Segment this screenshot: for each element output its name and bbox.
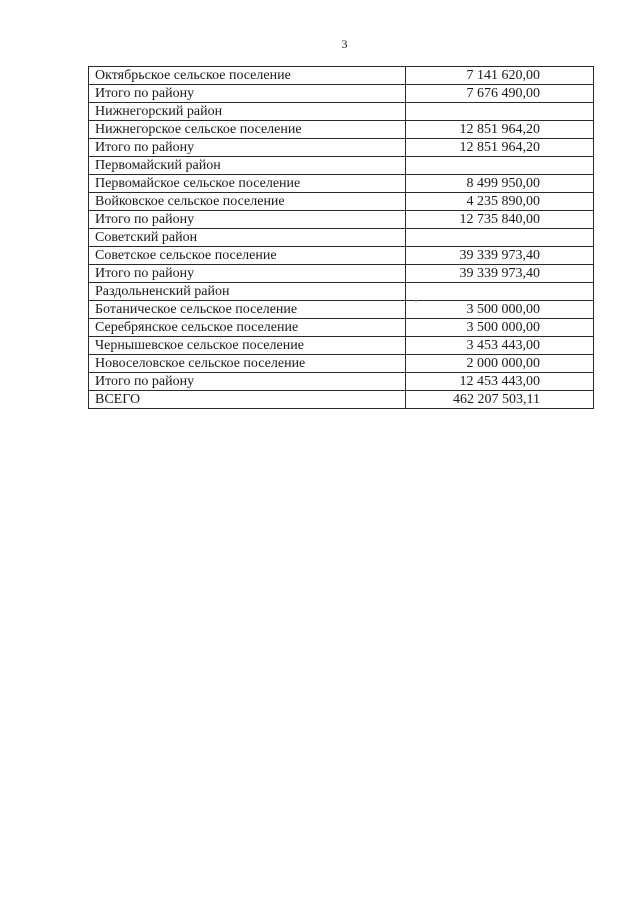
district-heading: Советский район [89, 229, 406, 247]
table-row [89, 301, 594, 319]
table-row [89, 103, 594, 121]
district-heading: Раздольненский район [89, 283, 406, 301]
settlement-name: Первомайское сельское поселение [89, 175, 406, 193]
page-number: 3 [341, 37, 348, 51]
table-row [89, 67, 594, 85]
amount-cell: 12 735 840,00 [406, 211, 594, 229]
amount-cell [406, 157, 594, 175]
table-row [89, 373, 594, 391]
allocation-table [88, 66, 594, 409]
settlement-name: Войковское сельское поселение [89, 193, 406, 211]
amount-cell: 12 851 964,20 [406, 121, 594, 139]
amount-cell: 3 500 000,00 [406, 319, 594, 337]
table-row [89, 247, 594, 265]
table-row [89, 337, 594, 355]
table-row [89, 121, 594, 139]
amount-cell: 8 499 950,00 [406, 175, 594, 193]
settlement-name: Октябрьское сельское поселение [89, 67, 406, 85]
table-row [89, 211, 594, 229]
amount-cell: 3 500 000,00 [406, 301, 594, 319]
district-total-label: Итого по району [89, 265, 406, 283]
district-heading: Первомайский район [89, 157, 406, 175]
scan-speck [415, 300, 417, 302]
amount-cell: 4 235 890,00 [406, 193, 594, 211]
amount-cell [406, 103, 594, 121]
amount-cell [406, 283, 594, 301]
amount-cell: 12 453 443,00 [406, 373, 594, 391]
settlement-name: Советское сельское поселение [89, 247, 406, 265]
table-row [89, 193, 594, 211]
district-total-label: Итого по району [89, 139, 406, 157]
district-total-label: Итого по району [89, 85, 406, 103]
table-row [89, 139, 594, 157]
amount-cell: 3 453 443,00 [406, 337, 594, 355]
district-heading: Нижнегорский район [89, 103, 406, 121]
table-row [89, 265, 594, 283]
table-row [89, 283, 594, 301]
amount-cell: 39 339 973,40 [406, 247, 594, 265]
amount-cell: 2 000 000,00 [406, 355, 594, 373]
amount-cell: 7 676 490,00 [406, 85, 594, 103]
amount-cell: 7 141 620,00 [406, 67, 594, 85]
district-total-label: Итого по району [89, 373, 406, 391]
grand-total-row [89, 391, 594, 409]
table-row [89, 319, 594, 337]
district-total-label: Итого по району [89, 211, 406, 229]
settlement-name: Новоселовское сельское поселение [89, 355, 406, 373]
table-row [89, 175, 594, 193]
amount-cell: 12 851 964,20 [406, 139, 594, 157]
table-row [89, 229, 594, 247]
table-row [89, 355, 594, 373]
amount-cell: 39 339 973,40 [406, 265, 594, 283]
table-row [89, 85, 594, 103]
settlement-name: Чернышевское сельское поселение [89, 337, 406, 355]
settlement-name: Ботаническое сельское поселение [89, 301, 406, 319]
grand-total-amount: 462 207 503,11 [406, 391, 594, 409]
table-row [89, 157, 594, 175]
amount-cell [406, 229, 594, 247]
grand-total-label: ВСЕГО [89, 391, 406, 409]
settlement-name: Нижнегорское сельское поселение [89, 121, 406, 139]
settlement-name: Серебрянское сельское поселение [89, 319, 406, 337]
